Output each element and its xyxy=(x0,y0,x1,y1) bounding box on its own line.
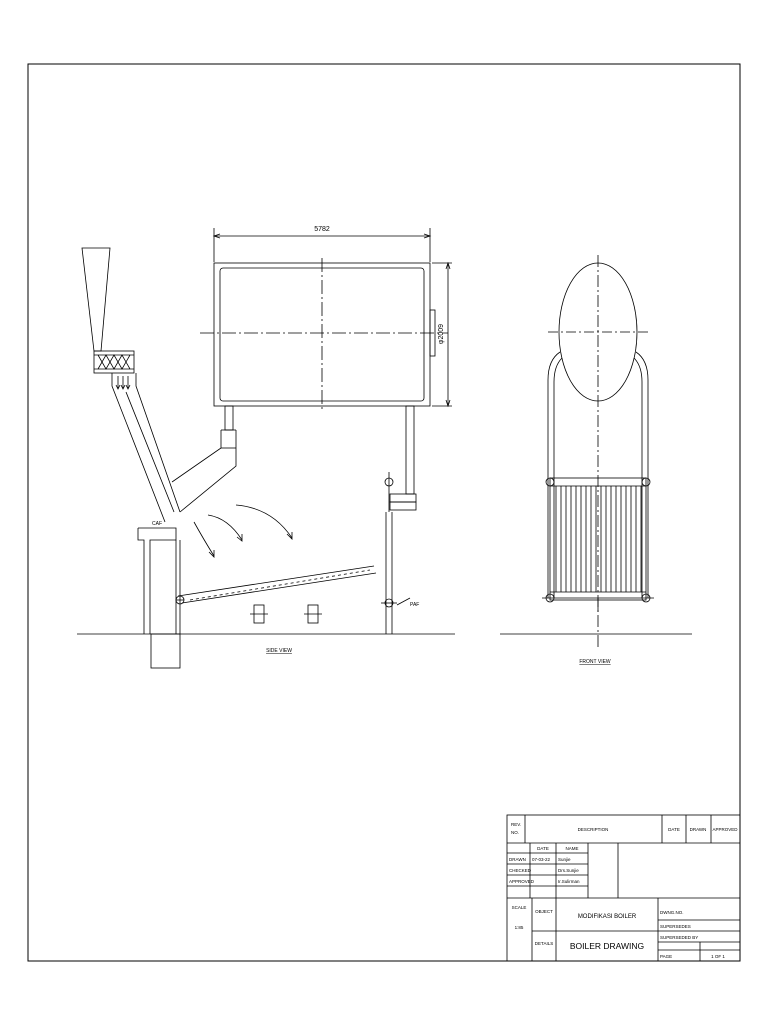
description-header: DESCRIPTION xyxy=(577,827,609,832)
sign-row-name: Ir.Sulirman xyxy=(558,879,580,884)
grate-supports xyxy=(250,605,322,623)
steam-drum xyxy=(200,228,452,410)
page-value: 1 OF 1 xyxy=(711,954,725,959)
drawing-border xyxy=(28,64,740,961)
feed-arrows xyxy=(116,376,130,389)
title-block xyxy=(507,815,740,961)
supersedes-label: SUPERSEDES xyxy=(660,924,691,929)
sign-row-role: APPROVED xyxy=(509,879,535,884)
details-label: DETAILS xyxy=(534,941,554,946)
object-label: OBJECT xyxy=(535,909,553,914)
inclined-grate xyxy=(176,566,376,604)
air-duct xyxy=(172,406,236,512)
fuel-hopper xyxy=(82,248,110,351)
furnace-left-wall xyxy=(138,528,180,668)
object-value: MODIFIKASI BOILER xyxy=(577,914,637,920)
superseded-by-label: SUPERSEDED BY xyxy=(660,935,699,940)
title-block-text xyxy=(509,822,738,959)
fuel-chute xyxy=(112,373,180,522)
screw-feeder xyxy=(94,351,134,373)
downcomer-pipe xyxy=(390,406,416,510)
rev-no-header-line2: NO. xyxy=(511,830,520,835)
side-view xyxy=(77,228,455,668)
sign-row-role: CHECKED xyxy=(509,868,532,873)
sign-row-name: Sunjie xyxy=(558,857,571,862)
page-label: PAGE xyxy=(660,954,673,959)
sign-row-name: Drs.Sunjie xyxy=(558,868,579,873)
approved-header: APPROVED xyxy=(712,827,738,832)
drawn-header: DRAWN xyxy=(689,827,707,832)
details-value: BOILER DRAWING xyxy=(569,941,645,951)
caf-label: CAF xyxy=(152,521,162,527)
diameter-dimension-label: φ2009 xyxy=(438,323,445,345)
flow-arrows xyxy=(194,505,292,557)
width-dimension-label: 5782 xyxy=(314,226,330,233)
furnace-right-wall xyxy=(381,472,397,634)
sign-name-header: NAME xyxy=(565,846,579,851)
sign-row-date: 07-03-22 xyxy=(532,857,551,862)
scale-value: 1:85 xyxy=(514,925,524,930)
front-view-title: FRONT VIEW xyxy=(579,659,611,665)
paf-label: PAF xyxy=(410,602,420,608)
sign-date-header: DATE xyxy=(537,846,549,851)
date-header: DATE xyxy=(668,827,680,832)
sign-row-role: DRAWN xyxy=(509,857,526,862)
side-view-title: SIDE VIEW xyxy=(266,648,292,654)
scale-label: SCALE xyxy=(511,905,527,910)
front-view xyxy=(500,255,692,648)
paf-arrow xyxy=(397,598,410,605)
rev-no-header: REV. xyxy=(511,822,522,827)
dwg-no-label: DWNG.NO. xyxy=(660,910,684,915)
